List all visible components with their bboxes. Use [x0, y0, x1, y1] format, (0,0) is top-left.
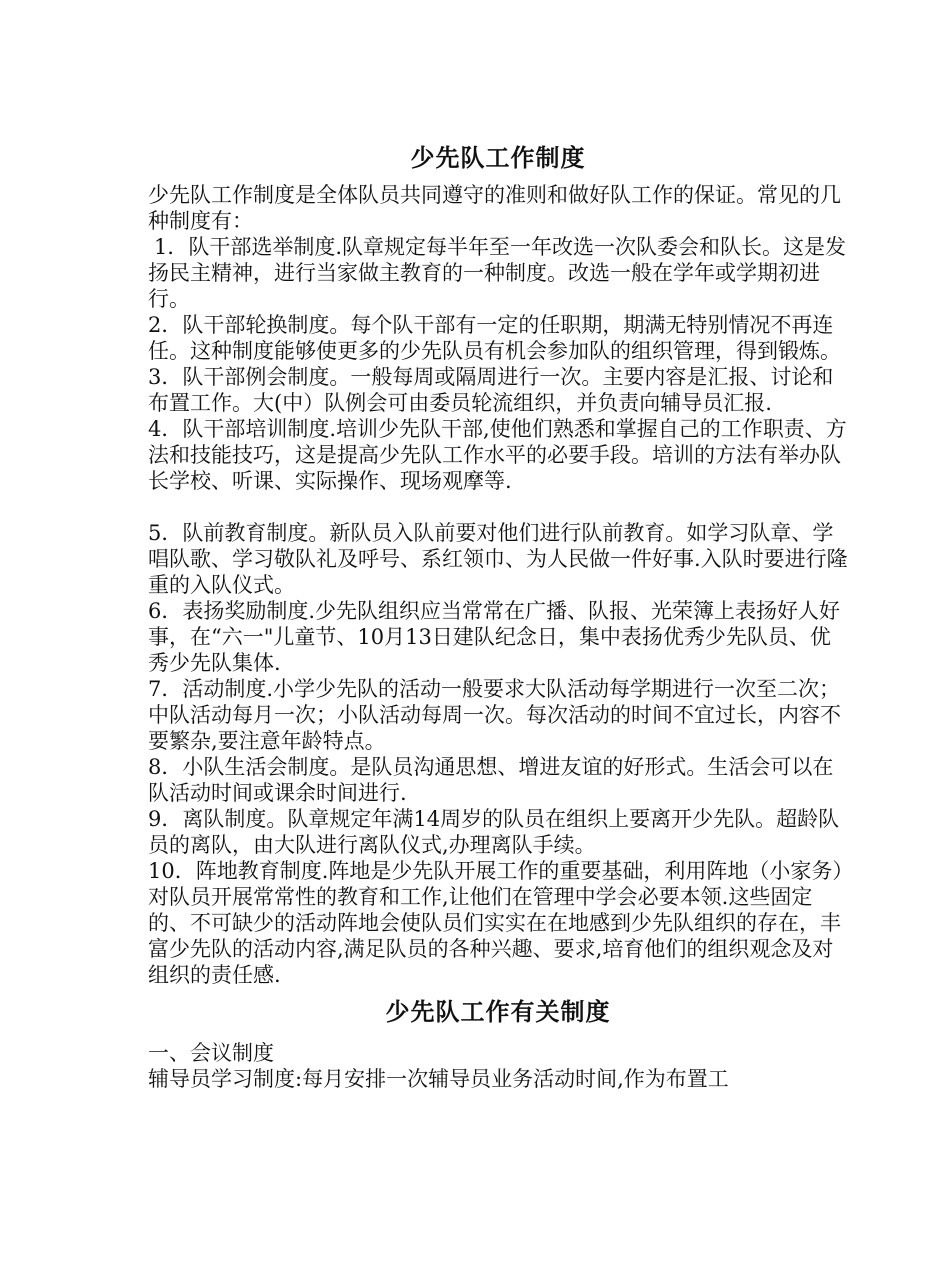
rule-item-7: 7．活动制度.小学少先队的活动一般要求大队活动每学期进行一次至二次；中队活动每月一次；小队活动每周一次。每次活动的时间不宜过长，内容不要繁杂,要注意年龄特点。 — [148, 677, 841, 753]
document-page — [148, 140, 848, 1092]
rule-item-2: 2．队干部轮换制度。每个队干部有一定的任职期，期满无特别情况不再连任。这种制度能够使更多的少先队员有机会参加队的组织管理，得到锻炼。 — [148, 313, 841, 363]
section-paragraph: 辅导员学习制度:每月安排一次辅导员业务活动时间,作为布置工 — [148, 1067, 729, 1091]
rule-item-6: 6．表扬奖励制度.少先队组织应当常常在广播、队报、光荣簿上表扬好人好事，在“六一"儿童节、10月13日建队纪念日，集中表扬优秀少先队员、优秀少先队集体. — [148, 599, 841, 675]
rule-item-4: 4．队干部培训制度.培训少先队干部,使他们熟悉和掌握自己的工作职责、方法和技能技巧，这是提高少先队工作水平的必要手段。培训的方法有举办队长学校、听课、实际操作、现场观摩等. — [148, 417, 847, 493]
rule-item-5: 5．队前教育制度。新队员入队前要对他们进行队前教育。如学习队章、学唱队歌、学习敬队礼及呼号、系红领巾、为人民做一件好事.入队时要进行隆重的入队仪式。 — [148, 521, 848, 597]
intro-paragraph: 少先队工作制度是全体队员共同遵守的准则和做好队工作的保证。常见的几种制度有： — [148, 183, 841, 233]
rule-item-1: 1．队干部选举制度.队章规定每半年至一年改选一次队委会和队长。这是发扬民主精神，进行当家做主教育的一种制度。改选一般在学年或学期初进行。 — [148, 235, 847, 311]
section-heading-meetings: 一、会议制度 — [148, 1041, 274, 1065]
paragraph-gap — [148, 494, 848, 520]
rule-item-8: 8．小队生活会制度。是队员沟通思想、增进友谊的好形式。生活会可以在队活动时间或课余时间进行. — [148, 755, 834, 805]
rule-item-9: 9．离队制度。队章规定年满14周岁的队员在组织上要离开少先队。超龄队员的离队，由大队进行离队仪式,办理离队手续。 — [148, 807, 840, 857]
section-title: 少先队工作有关制度 — [385, 997, 611, 1026]
rule-item-3: 3．队干部例会制度。一般每周或隔周进行一次。主要内容是汇报、讨论和布置工作。大(中）队例会可由委员轮流组织，并负责向辅导员汇报. — [148, 365, 834, 415]
rule-item-10: 10．阵地教育制度.阵地是少先队开展工作的重要基础，利用阵地（小家务）对队员开展常常性的教育和工作,让他们在管理中学会必要本领.这些固定的、不可缺少的活动阵地会使队员们实实在在地感到少先队组织的存在，丰富少先队的活动内容,满足队员的各种兴趣、要求,培育他们的组织观念及对组织的责任感. — [148, 859, 843, 987]
document-title: 少先队工作制度 — [410, 143, 586, 172]
